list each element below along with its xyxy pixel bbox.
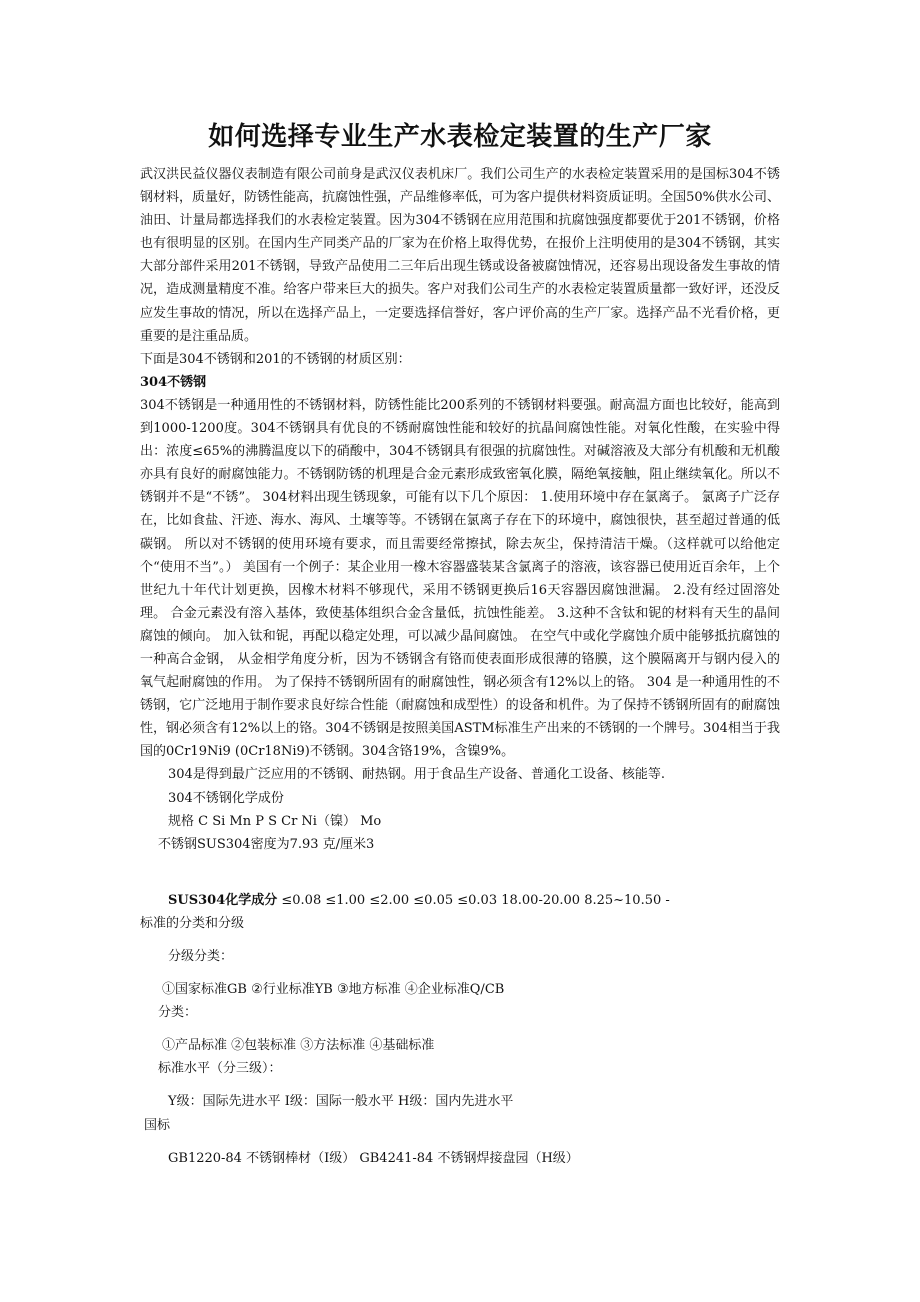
level-line: 标准水平（分三级）：: [158, 1061, 282, 1077]
sus-values: ≤0.08 ≤1.00 ≤2.00 ≤0.05 ≤0.03 18.00-20.00 8.25~10.50 -: [277, 892, 670, 908]
gb-items-line: GB1220-84 不锈钢棒材（I级） GB4241-84 不锈钢焊接盘园（H级）: [168, 1150, 579, 1166]
intro-paragraph: 武汉洪民益仪器仪表制造有限公司前身是武汉仪表机床厂。我们公司生产的水表检定装置采用的是国标304不锈钢材料，质量好，防锈性能高，抗腐蚀性强，产品维修率低，可为客户提供材料资质证明。全国50%供水公司、油田、计量局都选择我们的水表检定装置。因为304不锈钢在应用范围和抗腐蚀强度都要优于201不锈钢，价格也有很明显的区别。在国内生产同类产品的厂家为在价格上取得优势，在报价上注明使用的是304不锈钢，其实大部分部件采用201不锈钢，导致产品使用二三年后出现生锈或设备被腐蚀情况，还容易出现设备发生事故的情况，造成测量精度不准。给客户带来巨大的损失。客户对我们公司生产的水表检定装置质量都一致好评，还没反应发生事故的情况，所以在选择产品上，一定要选择信誉好，客户评价高的生产厂家。选择产品不光看价格，更重要的是注重品质。: [140, 167, 780, 344]
compare-line: 下面是304不锈钢和201的不锈钢的材质区别：: [140, 351, 411, 367]
section-body-paragraph: 304不锈钢是一种通用性的不锈钢材料，防锈性能比200系列的不锈钢材料要强。耐高温方面也比较好，能高到到1000-1200度。304不锈钢具有优良的不锈耐腐蚀性能和较好的抗晶间腐蚀性能。对氧化性酸，在实验中得出：浓度≤65%的沸腾温度以下的硝酸中，304不锈钢具有很强的抗腐蚀性。对碱溶液及大部分有机酸和无机酸亦具有良好的耐腐蚀能力。不锈钢防锈的机理是合金元素形成致密氧化膜，隔绝氧接触，阻止继续氧化。所以不锈钢并不是“不锈”。 304材料出现生锈现象，可能有以下几个原因： 1.使用环境中存在氯离子。 氯离子广泛存在，比如食盐、汗迹、海水、海风、土壤等等。不锈钢在氯离子存在下的环境中，腐蚀很快，甚至超过普通的低碳钢。 所以对不锈钢的使用环境有要求，而且需要经常擦拭，除去灰尘，保持清洁干燥。（这样就可以给他定个“使用不当”。） 美国有一个例子：某企业用一橡木容器盛装某含氯离子的溶液，该容器已使用近百余年，上个世纪九十年代计划更换，因橡木材料不够现代，采用不锈钢更换后16天容器因腐蚀泄漏。 2.没有经过固溶处理。 合金元素没有溶入基体，致使基体组织合金含量低，抗蚀性能差。 3.这种不含钛和铌的材料有天生的晶间腐蚀的倾向。 加入钛和铌，再配以稳定处理，可以减少晶间腐蚀。 在空气中或化学腐蚀介质中能够抵抗腐蚀的一种高合金钢， 从金相学角度分析，因为不锈钢含有铬而使表面形成很薄的铬膜，这个膜隔离开与钢内侵入的氧气起耐腐蚀的作用。 为了保持不锈钢所固有的耐腐蚀性，钢必须含有12%以上的铬。 304 是一种通用性的不锈钢，它广泛地用于制作要求良好综合性能（耐腐蚀和成型性）的设备和机件。为了保持不锈钢所固有的耐腐蚀性，钢必须含有12%以上的铬。304不锈钢是按照美国ASTM标准生产出来的不锈钢的一个牌号。304相当于我国的0Cr19Ni9 (0Cr18Ni9)不锈钢。304含铬19%，含镍9%。: [140, 397, 780, 760]
level-items-line: Y级：国际先进水平 I级：国际一般水平 H级：国内先进水平: [168, 1094, 514, 1110]
blank-line: [140, 856, 780, 879]
class-items-line: ①产品标准 ②包装标准 ③方法标准 ④基础标准: [162, 1038, 435, 1054]
sus-label: SUS304化学成分: [168, 892, 278, 908]
class-line: 分类：: [158, 1005, 198, 1021]
national-line: 国标: [144, 1117, 171, 1133]
spec-line: 规格 C Si Mn P S Cr Ni（镍） Mo: [168, 813, 382, 829]
document-body: [140, 163, 780, 1170]
grade-items-line: ①国家标准GB ②行业标准YB ③地方标准 ④企业标准Q/CB: [162, 982, 505, 998]
page-title: 如何选择专业生产水表检定装置的生产厂家: [208, 122, 712, 152]
std-class-line: 标准的分类和分级: [140, 915, 245, 931]
grade-class-line: 分级分类：: [168, 949, 234, 964]
composition-line: 304不锈钢化学成份: [168, 790, 284, 806]
section-heading: 304不锈钢: [140, 374, 207, 390]
usage-line: 304是得到最广泛应用的不锈钢、耐热钢。用于食品生产设备、普通化工设备、核能等.: [168, 767, 665, 783]
sus-composition-line: [140, 889, 780, 912]
density-line: 不锈钢SUS304密度为7.93 克/厘米3: [158, 836, 375, 852]
